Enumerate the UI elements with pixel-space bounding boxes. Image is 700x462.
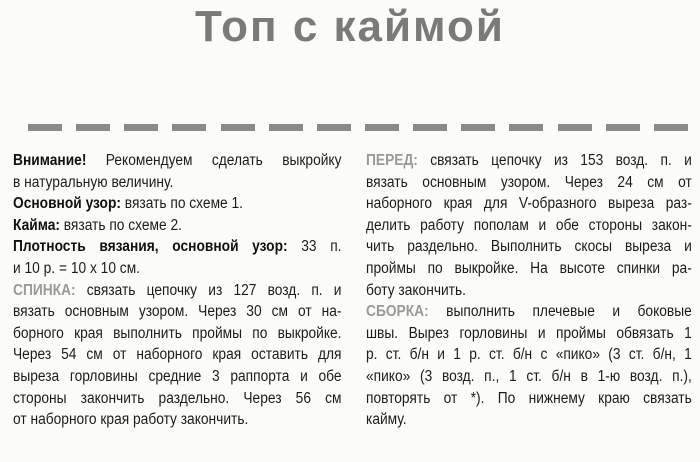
attention-label: Внимание! [13, 152, 87, 169]
border-line [13, 215, 342, 237]
front-line-5: чить раздельно. Выполнить скосы выреза и [366, 238, 692, 256]
border-text: вязать по схеме 2. [59, 216, 182, 234]
back-line-1 [13, 280, 342, 302]
back-line-2: вязать основным узором. Через 30 см от на- [13, 303, 342, 321]
front-line-3: наборного края для V-образного выреза раз- [366, 195, 692, 213]
attention-line-2: в натуральную величину. [13, 173, 174, 191]
back-line-6: стороны закончить раздельно. Через 56 см [13, 389, 342, 407]
back-text: связать цепочку из 127 возд. п. и [75, 281, 342, 299]
back-section-label: СПИНКА: [13, 281, 76, 299]
assembly-section-label: СБОРКА: [366, 303, 429, 321]
back-line-3: борного края выполнить проймы по выкройке. [13, 324, 342, 342]
page-title: Топ с каймой [195, 2, 505, 51]
density-text: 33 п. [287, 238, 342, 256]
front-text: связать цепочку из 153 возд. п. и [417, 152, 692, 169]
attention-text: Рекомендуем сделать выкройку [86, 152, 342, 169]
density-label: Плотность вязания, основной узор: [13, 238, 288, 256]
density-line-2: и 10 р. = 10 х 10 см. [13, 259, 140, 277]
front-line-2: вязать основным узором. Через 24 см от [366, 173, 692, 191]
assembly-line-3: р. ст. б/н и 1 р. ст. б/н с «пико» (3 ст. б/н, 1 [366, 346, 692, 364]
back-line-5: выреза горловины средние 3 раппорта и обе [13, 367, 342, 385]
front-line-6: проймы по выкройке. На высоте спинки ра- [366, 259, 692, 277]
back-line-4: Через 54 см от наборного края оставить для [13, 346, 342, 364]
right-column [366, 150, 692, 431]
main-pattern-label: Основной узор: [13, 195, 121, 213]
left-column [13, 150, 342, 431]
front-line-1 [366, 150, 692, 172]
density-line-1 [13, 236, 342, 258]
front-line-4: делить работу пополам и обе стороны закон- [366, 216, 692, 234]
main-pattern-line [13, 193, 342, 215]
assembly-line-1 [366, 301, 692, 323]
border-label: Кайма: [13, 216, 60, 234]
assembly-line-2: швы. Вырез горловины и проймы обвязать 1 [366, 324, 692, 342]
assembly-line-5: повторять от *). По нижнему краю связать [366, 389, 692, 407]
assembly-line-4: «пико» (3 возд. п., 1 ст. б/н в 1-ю возд. п.), [366, 367, 692, 385]
attention-line-1 [13, 150, 342, 172]
assembly-text: выполнить плечевые и боковые [428, 303, 692, 321]
back-line-7: от наборного края работу закончить. [13, 411, 249, 429]
dashed-divider [28, 124, 688, 132]
main-pattern-text: вязать по схеме 1. [120, 195, 244, 213]
front-line-7: боту закончить. [366, 281, 466, 299]
assembly-line-6: кайму. [366, 411, 407, 429]
front-section-label: ПЕРЕД: [366, 152, 418, 169]
